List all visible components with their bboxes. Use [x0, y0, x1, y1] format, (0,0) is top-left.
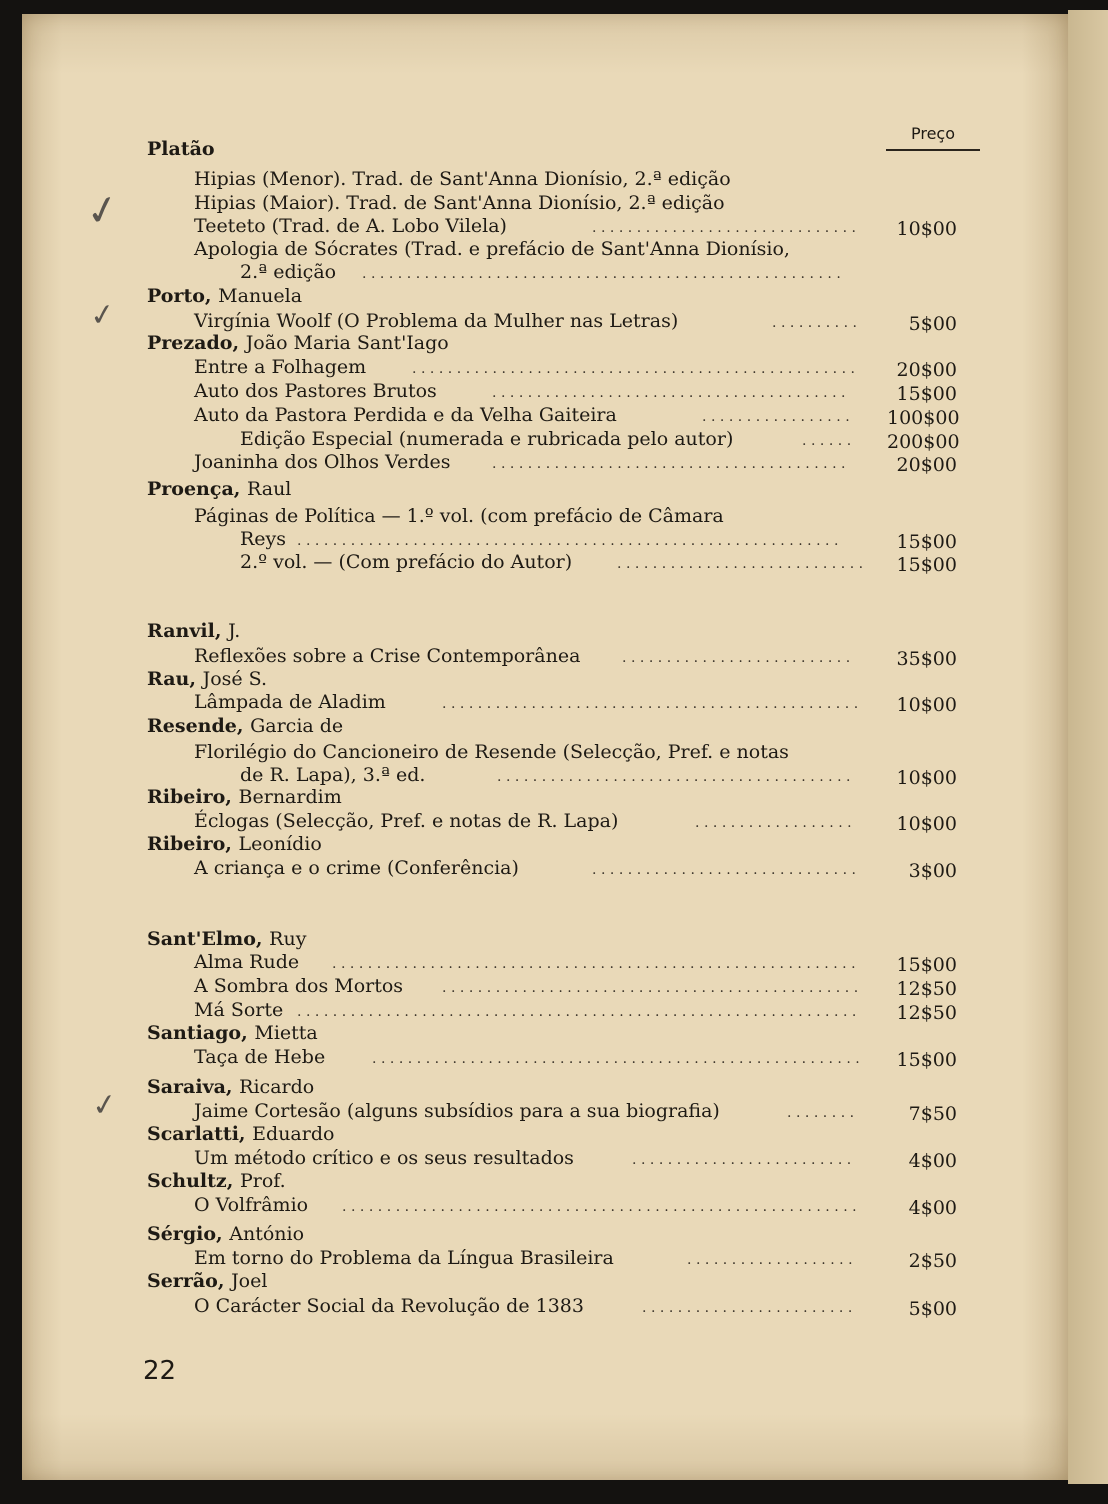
pencil-check-icon: ✓: [89, 1086, 120, 1125]
book-title-continuation: Reys: [240, 528, 287, 550]
author-heading: Saraiva, Ricardo: [147, 1076, 315, 1098]
book-title: A criança e o crime (Conferência): [194, 857, 519, 879]
book-title: Virgínia Woolf (O Problema da Mulher nas Letras): [194, 310, 679, 332]
author-heading: Ribeiro, Leonídio: [147, 833, 322, 855]
author-heading: Santiago, Mietta: [147, 1022, 318, 1044]
dot-leader: .......................................................: [372, 1051, 865, 1067]
book-title: Páginas de Política — 1.º vol. (com prefácio de Câmara: [194, 505, 724, 527]
author-heading: Resende, Garcia de: [147, 715, 344, 737]
dot-leader: ......................................................: [362, 266, 846, 282]
dot-leader: ...........................................................: [332, 956, 861, 972]
book-title: Joaninha dos Olhos Verdes: [194, 451, 451, 473]
author-heading: Porto, Manuela: [147, 285, 303, 307]
book-price: 15$00: [896, 383, 957, 405]
dot-leader: .............................................................: [297, 533, 843, 549]
book-title: Hipias (Maior). Trad. de Sant'Anna Dionísio, 2.ª edição: [194, 192, 725, 214]
book-title: Teeteto (Trad. de A. Lobo Vilela): [194, 215, 507, 237]
dot-leader: ..........................: [622, 650, 855, 666]
book-price: 2$50: [908, 1250, 957, 1272]
author-heading: Rau, José S.: [147, 668, 268, 690]
pencil-check-icon: ✓: [81, 185, 124, 237]
book-price: 10$00: [896, 694, 957, 716]
book-price: 5$00: [908, 1298, 957, 1320]
book-title: Um método crítico e os seus resultados: [194, 1147, 574, 1169]
dot-leader: .........................: [632, 1152, 856, 1168]
book-price: 35$00: [896, 648, 957, 670]
book-price: 20$00: [896, 359, 957, 381]
book-price: 10$00: [896, 813, 957, 835]
dot-leader: ......: [802, 433, 856, 449]
book-price: 12$50: [896, 978, 957, 1000]
book-title: Em torno do Problema da Língua Brasileira: [194, 1247, 614, 1269]
book-title: A Sombra dos Mortos: [194, 975, 404, 997]
dot-leader: ........................: [642, 1300, 857, 1316]
book-title-continuation: de R. Lapa), 3.ª ed.: [240, 764, 426, 786]
book-title: Lâmpada de Aladim: [194, 691, 386, 713]
author-heading: Prezado, João Maria Sant'Iago: [147, 332, 449, 354]
author-heading: Sérgio, António: [147, 1223, 305, 1245]
dot-leader: ...............................................: [442, 696, 863, 712]
book-title-continuation: 2.ª edição: [240, 261, 337, 283]
dot-leader: ..................................................: [412, 361, 860, 377]
dot-leader: ..............................: [592, 220, 861, 236]
book-price: 200$00: [887, 431, 960, 453]
pencil-check-icon: ✓: [87, 296, 118, 335]
book-price: 15$00: [896, 531, 957, 553]
dot-leader: ..............................: [592, 862, 861, 878]
dot-leader: ..................: [695, 815, 857, 831]
book-price: 20$00: [896, 454, 957, 476]
book-price: 10$00: [896, 767, 957, 789]
book-price: 100$00: [887, 407, 960, 429]
book-price: 4$00: [908, 1197, 957, 1219]
dot-leader: ..........................................................: [342, 1199, 862, 1215]
dot-leader: .................: [702, 409, 855, 425]
book-title: Hipias (Menor). Trad. de Sant'Anna Dionísio, 2.ª edição: [194, 168, 731, 190]
book-price: 10$00: [896, 218, 957, 240]
book-title: Edição Especial (numerada e rubricada pelo autor): [240, 428, 734, 450]
dot-leader: ........................................: [492, 456, 851, 472]
book-title: Florilégio do Cancioneiro de Resende (Selecção, Pref. e notas: [194, 741, 789, 763]
page-number: 22: [143, 1356, 177, 1386]
author-heading: Sant'Elmo, Ruy: [147, 928, 307, 950]
price-column-header: Preço: [886, 124, 980, 151]
dot-leader: ...................: [687, 1252, 858, 1268]
author-heading: Serrão, Joel: [147, 1270, 268, 1292]
book-price: 3$00: [908, 860, 957, 882]
dot-leader: ...............................................................: [297, 1004, 861, 1020]
book-title: Má Sorte: [194, 999, 284, 1021]
book-title: Taça de Hebe: [194, 1046, 326, 1068]
author-heading: Platão: [147, 138, 215, 160]
author-heading: Proença, Raul: [147, 478, 292, 500]
book-title: 2.º vol. — (Com prefácio do Autor): [240, 551, 573, 573]
book-title: Jaime Cortesão (alguns subsídios para a sua biografia): [194, 1100, 720, 1122]
author-heading: Scarlatti, Eduardo: [147, 1123, 335, 1145]
book-title: O Volfrâmio: [194, 1194, 309, 1216]
book-title: Auto dos Pastores Brutos: [194, 380, 437, 402]
book-price: 5$00: [908, 313, 957, 335]
dot-leader: ........: [787, 1105, 859, 1121]
book-price: 15$00: [896, 954, 957, 976]
book-title: Auto da Pastora Perdida e da Velha Gaiteira: [194, 404, 617, 426]
dot-leader: ............................: [617, 556, 868, 572]
book-price: 12$50: [896, 1002, 957, 1024]
book-title: Apologia de Sócrates (Trad. e prefácio de Sant'Anna Dionísio,: [194, 238, 790, 260]
author-heading: Schultz, Prof.: [147, 1170, 286, 1192]
dot-leader: ........................................: [497, 769, 856, 785]
adjacent-page-edge: [1068, 10, 1108, 1484]
book-title: Alma Rude: [194, 951, 300, 973]
book-title: Éclogas (Selecção, Pref. e notas de R. Lapa): [194, 810, 619, 832]
book-title: O Carácter Social da Revolução de 1383: [194, 1295, 584, 1317]
book-title: Reflexões sobre a Crise Contemporânea: [194, 645, 581, 667]
book-price: 15$00: [896, 554, 957, 576]
book-price: 7$50: [908, 1103, 957, 1125]
book-price: 15$00: [896, 1049, 957, 1071]
dot-leader: ...............................................: [442, 980, 863, 996]
book-title: Entre a Folhagem: [194, 356, 367, 378]
dot-leader: ..........: [772, 315, 862, 331]
author-heading: Ribeiro, Bernardim: [147, 786, 342, 808]
author-heading: Ranvil, J.: [147, 620, 241, 642]
book-price: 4$00: [908, 1150, 957, 1172]
dot-leader: ........................................: [492, 385, 851, 401]
